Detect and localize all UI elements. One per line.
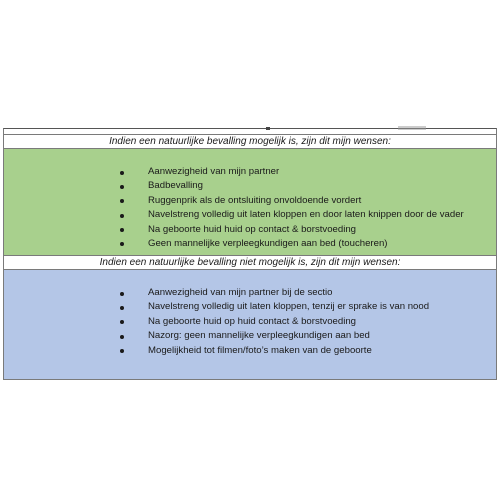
- list-item: [120, 165, 496, 179]
- bullet-icon: [120, 335, 124, 339]
- bullet-icon: [120, 199, 124, 203]
- list-item-text: Na geboorte huid huid op contact & borstvoeding: [148, 223, 357, 235]
- list-item: [120, 237, 496, 251]
- bullet-icon: [120, 185, 124, 189]
- list-item-text: Nazorg: geen mannelijke verpleegkundigen aan bed: [148, 330, 370, 342]
- list-item: [120, 315, 496, 329]
- cropped-text-fragment: [398, 126, 426, 130]
- list-item-text: Badbevalling: [148, 180, 203, 192]
- list-item-text: Navelstreng volledig uit laten kloppen en door laten knippen door de vader: [148, 209, 464, 221]
- list-item-text: Navelstreng volledig uit laten kloppen, tenzij er sprake is van nood: [148, 301, 430, 313]
- bullet-icon: [120, 306, 124, 310]
- natural-birth-wishes: [4, 149, 496, 256]
- list-item-text: Geen mannelijke verpleegkundigen aan bed (toucheren): [148, 237, 388, 249]
- list-item: [120, 179, 496, 193]
- list-item: [120, 286, 496, 300]
- list-item: [120, 194, 496, 208]
- bullet-icon: [120, 320, 124, 324]
- list-item: [120, 208, 496, 222]
- list-item-text: Mogelijkheid tot filmen/foto’s maken van de geboorte: [148, 344, 372, 356]
- bullet-icon: [120, 242, 124, 246]
- wish-list-not-natural: [4, 286, 496, 358]
- cropped-previous-row: [4, 129, 496, 135]
- bullet-icon: [120, 171, 124, 175]
- list-item: [120, 344, 496, 358]
- section-heading-not-natural: Indien een natuurlijke bevalling niet mogelijk is, zijn dit mijn wensen:: [4, 256, 496, 270]
- list-item: [120, 300, 496, 314]
- birth-plan-table: [3, 128, 497, 380]
- bullet-icon: [120, 349, 124, 353]
- bullet-icon: [120, 214, 124, 218]
- list-item-text: Aanwezigheid van mijn partner: [148, 166, 280, 177]
- list-item-text: Ruggenprik als de ontsluiting onvoldoende vordert: [148, 194, 362, 206]
- bullet-icon: [120, 292, 124, 296]
- cropped-text-fragment: [266, 127, 270, 130]
- section-heading-natural: Indien een natuurlijke bevalling mogelijk is, zijn dit mijn wensen:: [4, 135, 496, 149]
- non-natural-birth-wishes: [4, 270, 496, 379]
- list-item: [120, 223, 496, 237]
- list-item-text: Aanwezigheid van mijn partner bij de sectio: [148, 287, 333, 298]
- list-item: [120, 329, 496, 343]
- wish-list-natural: [4, 165, 496, 251]
- list-item-text: Na geboorte huid op huid contact & borstvoeding: [148, 315, 357, 327]
- bullet-icon: [120, 228, 124, 232]
